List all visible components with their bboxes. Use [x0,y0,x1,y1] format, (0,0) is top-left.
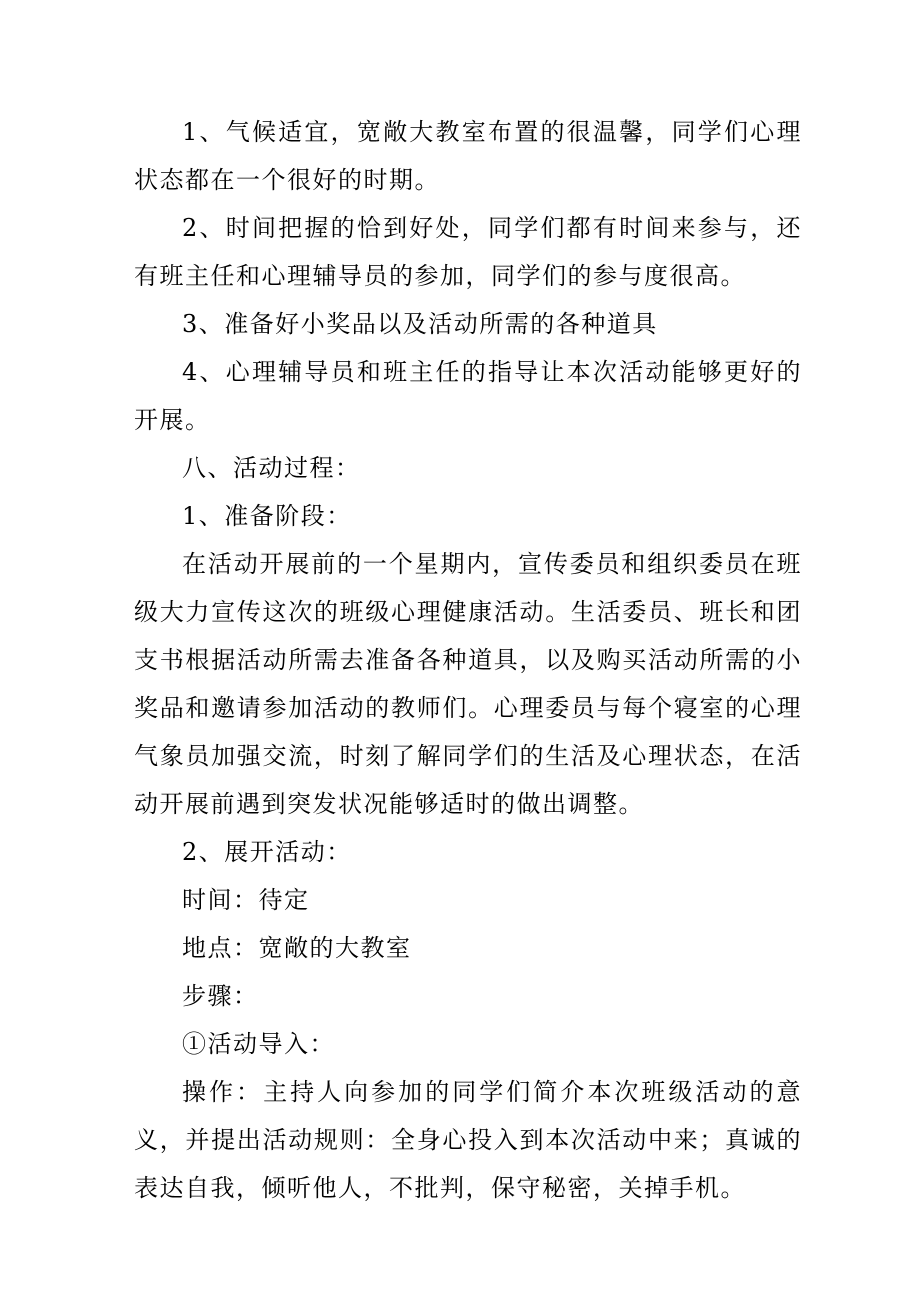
paragraph-timing: 2、时间把握的恰到好处，同学们都有时间来参与，还有班主任和心理辅导员的参加，同学们的参与度很高。 [134,214,802,290]
paragraph-preparation-details: 在活动开展前的一个星期内，宣传委员和组织委员在班级大力宣传这次的班级心理健康活动。生活委员、班长和团支书根据活动所需去准备各种道具，以及购买活动所需的小奖品和邀请参加活动的教师们。心理委员与每个寝室的心理气象员加强交流，时刻了解同学们的生活及心理状态，在活动开展前遇到突发状况能够适时的做出调整。 [134,550,802,818]
paragraph-steps: 步骤： [182,982,259,1010]
paragraph-climate: 1、气候适宜，宽敞大教室布置的很温馨，同学们心理状态都在一个很好的时期。 [134,118,802,194]
paragraph-prizes: 3、准备好小奖品以及活动所需的各种道具 [182,310,658,338]
paragraph-operation: 操作：主持人向参加的同学们简介本次班级活动的意义，并提出活动规则：全身心投入到本次活动中来；真诚的表达自我，倾听他人，不批判，保守秘密，关掉手机。 [134,1078,802,1202]
subheading-preparation: 1、准备阶段： [182,502,352,530]
subheading-launch-activity: 2、展开活动： [182,838,352,866]
section-heading-activity-process: 八、活动过程： [182,454,361,482]
paragraph-location: 地点：宽敞的大教室 [182,934,412,962]
paragraph-time: 时间：待定 [182,886,310,914]
paragraph-guidance: 4、心理辅导员和班主任的指导让本次活动能够更好的开展。 [134,358,802,434]
paragraph-activity-intro: ①活动导入： [182,1030,335,1058]
document-body [134,108,802,1212]
